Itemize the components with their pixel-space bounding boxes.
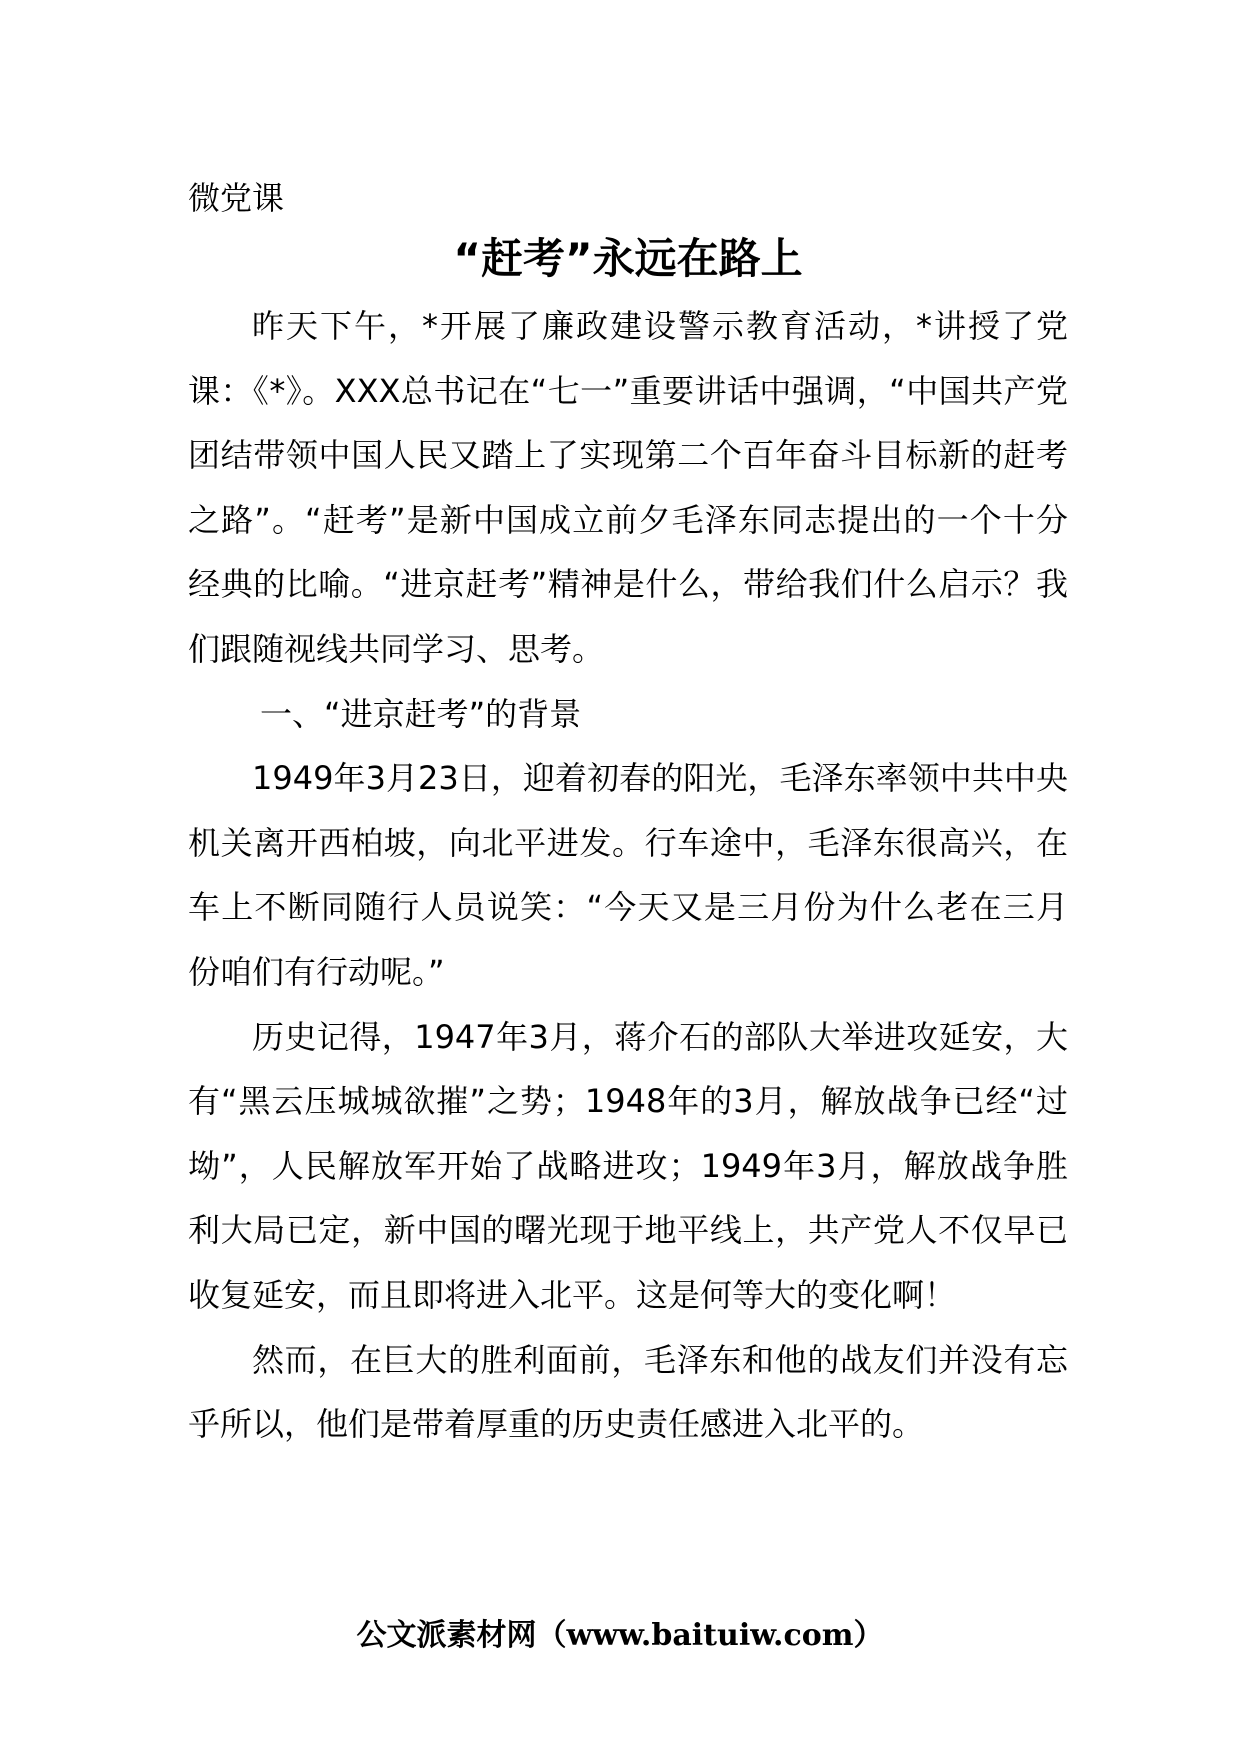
document-body bbox=[188, 166, 1068, 1457]
footer-watermark: 公文派素材网（www.baituiw.com） bbox=[356, 1618, 884, 1653]
section1-paragraph-1: 1949年3月23日，迎着初春的阳光，毛泽东率领中共中央机关离开西柏坡，向北平进发。行车途中，毛泽东很高兴，在车上不断同随行人员说笑：“今天又是三月份为什么老在三月份咱们有行动呢。” bbox=[188, 759, 1068, 991]
document-category-label: 微党课 bbox=[188, 179, 285, 217]
section1-paragraph-2: 历史记得，1947年3月，蒋介石的部队大举进攻延安，大有“黑云压城城欲摧”之势；1948年的3月，解放战争已经“过坳”，人民解放军开始了战略进攻；1949年3月，解放战争胜利大局已定，新中国的曙光现于地平线上，共产党人不仅早已收复延安，而且即将进入北平。这是何等大的变化啊！ bbox=[188, 1017, 1068, 1314]
intro-paragraph: 昨天下午，*开展了廉政建设警示教育活动，*讲授了党课：《*》。XXX总书记在“七一”重要讲话中强调，“中国共产党团结带领中国人民又踏上了实现第二个百年奋斗目标新的赶考之路”。“赶考”是新中国成立前夕毛泽东同志提出的一个十分经典的比喻。“进京赶考”精神是什么，带给我们什么启示？我们跟随视线共同学习、思考。 bbox=[188, 307, 1068, 668]
section-heading-background: 一、“进京赶考”的背景 bbox=[260, 694, 582, 733]
section1-paragraph-3: 然而，在巨大的胜利面前，毛泽东和他的战友们并没有忘乎所以，他们是带着厚重的历史责任感进入北平的。 bbox=[188, 1340, 1068, 1444]
document-title: “赶考”永远在路上 bbox=[453, 234, 803, 283]
